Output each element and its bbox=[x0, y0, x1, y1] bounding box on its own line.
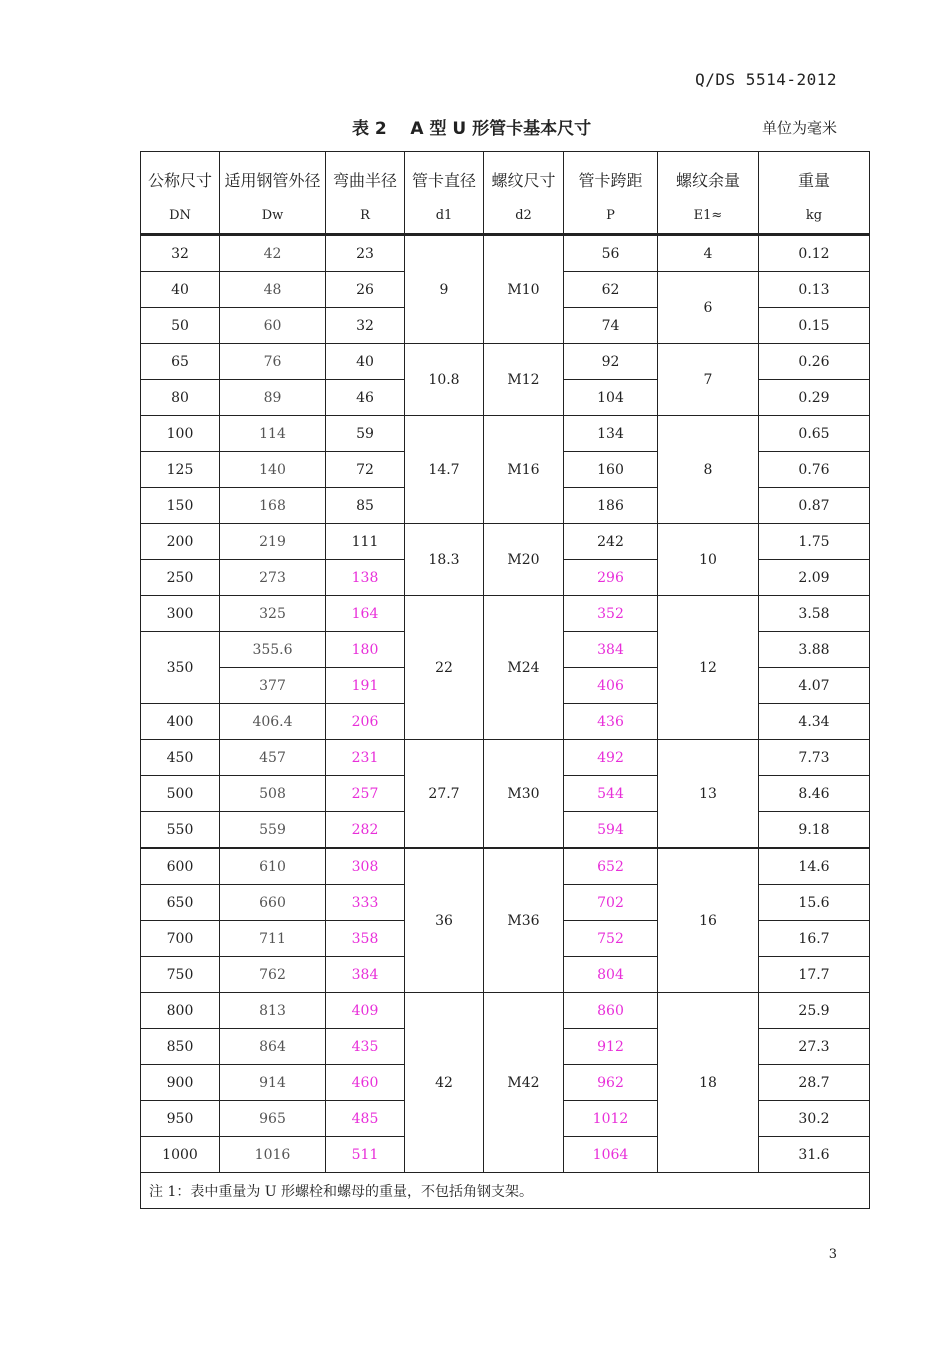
subheader-cell: Dw bbox=[220, 202, 326, 235]
dw-cell: 914 bbox=[220, 1065, 326, 1101]
e1-cell: 6 bbox=[658, 272, 759, 344]
weight-cell: 4.07 bbox=[759, 668, 870, 704]
weight-cell: 27.3 bbox=[759, 1029, 870, 1065]
weight-cell: 0.76 bbox=[759, 452, 870, 488]
dw-cell: 762 bbox=[220, 957, 326, 993]
table-row bbox=[141, 416, 870, 452]
p-cell: 74 bbox=[564, 308, 658, 344]
header-cell: 弯曲半径 bbox=[326, 152, 405, 203]
dn-cell: 450 bbox=[141, 740, 220, 776]
p-cell: 912 bbox=[564, 1029, 658, 1065]
dw-cell: 377 bbox=[220, 668, 326, 704]
header-row bbox=[141, 152, 870, 203]
r-cell: 85 bbox=[326, 488, 405, 524]
r-cell: 435 bbox=[326, 1029, 405, 1065]
dn-cell: 100 bbox=[141, 416, 220, 452]
table-row bbox=[141, 596, 870, 632]
p-cell: 296 bbox=[564, 560, 658, 596]
p-cell: 1064 bbox=[564, 1137, 658, 1173]
d1-cell: 18.3 bbox=[405, 524, 484, 596]
p-cell: 1012 bbox=[564, 1101, 658, 1137]
table-row bbox=[141, 524, 870, 560]
p-cell: 804 bbox=[564, 957, 658, 993]
table-row bbox=[141, 848, 870, 885]
weight-cell: 1.75 bbox=[759, 524, 870, 560]
r-cell: 59 bbox=[326, 416, 405, 452]
dn-cell: 300 bbox=[141, 596, 220, 632]
e1-cell: 16 bbox=[658, 848, 759, 993]
weight-cell: 7.73 bbox=[759, 740, 870, 776]
r-cell: 72 bbox=[326, 452, 405, 488]
weight-cell: 31.6 bbox=[759, 1137, 870, 1173]
weight-cell: 8.46 bbox=[759, 776, 870, 812]
subheader-cell: E1≈ bbox=[658, 202, 759, 235]
d1-cell: 27.7 bbox=[405, 740, 484, 849]
p-cell: 860 bbox=[564, 993, 658, 1029]
d1-cell: 22 bbox=[405, 596, 484, 740]
dw-cell: 711 bbox=[220, 921, 326, 957]
header-cell: 管卡跨距 bbox=[564, 152, 658, 203]
e1-cell: 13 bbox=[658, 740, 759, 849]
dn-cell: 40 bbox=[141, 272, 220, 308]
subheader-cell: P bbox=[564, 202, 658, 235]
dn-cell: 750 bbox=[141, 957, 220, 993]
r-cell: 485 bbox=[326, 1101, 405, 1137]
p-cell: 962 bbox=[564, 1065, 658, 1101]
dw-cell: 406.4 bbox=[220, 704, 326, 740]
r-cell: 206 bbox=[326, 704, 405, 740]
weight-cell: 3.58 bbox=[759, 596, 870, 632]
r-cell: 333 bbox=[326, 885, 405, 921]
d2-cell: M16 bbox=[484, 416, 564, 524]
weight-cell: 17.7 bbox=[759, 957, 870, 993]
table-note: 注 1：表中重量为 U 形螺栓和螺母的重量，不包括角钢支架。 bbox=[141, 1173, 870, 1209]
weight-cell: 28.7 bbox=[759, 1065, 870, 1101]
dw-cell: 114 bbox=[220, 416, 326, 452]
r-cell: 138 bbox=[326, 560, 405, 596]
weight-cell: 0.29 bbox=[759, 380, 870, 416]
header-cell: 重量 bbox=[759, 152, 870, 203]
r-cell: 32 bbox=[326, 308, 405, 344]
dn-cell: 350 bbox=[141, 632, 220, 704]
r-cell: 282 bbox=[326, 812, 405, 849]
weight-cell: 9.18 bbox=[759, 812, 870, 849]
table-row bbox=[141, 740, 870, 776]
dn-cell: 65 bbox=[141, 344, 220, 380]
r-cell: 511 bbox=[326, 1137, 405, 1173]
header-cell: 螺纹余量 bbox=[658, 152, 759, 203]
weight-cell: 3.88 bbox=[759, 632, 870, 668]
d2-cell: M10 bbox=[484, 235, 564, 344]
table-row bbox=[141, 344, 870, 380]
dn-cell: 900 bbox=[141, 1065, 220, 1101]
dw-cell: 813 bbox=[220, 993, 326, 1029]
d1-cell: 42 bbox=[405, 993, 484, 1173]
weight-cell: 16.7 bbox=[759, 921, 870, 957]
p-cell: 384 bbox=[564, 632, 658, 668]
dw-cell: 660 bbox=[220, 885, 326, 921]
dw-cell: 559 bbox=[220, 812, 326, 849]
p-cell: 544 bbox=[564, 776, 658, 812]
subheader-cell: d1 bbox=[405, 202, 484, 235]
weight-cell: 0.26 bbox=[759, 344, 870, 380]
note-row bbox=[141, 1173, 870, 1209]
d2-cell: M24 bbox=[484, 596, 564, 740]
dn-cell: 200 bbox=[141, 524, 220, 560]
dn-cell: 500 bbox=[141, 776, 220, 812]
weight-cell: 0.13 bbox=[759, 272, 870, 308]
r-cell: 26 bbox=[326, 272, 405, 308]
weight-cell: 2.09 bbox=[759, 560, 870, 596]
dw-cell: 457 bbox=[220, 740, 326, 776]
weight-cell: 0.87 bbox=[759, 488, 870, 524]
document-number: Q/DS 5514-2012 bbox=[695, 70, 837, 89]
page-number: 3 bbox=[828, 1247, 837, 1262]
dn-cell: 600 bbox=[141, 848, 220, 885]
header-cell: 公称尺寸 bbox=[141, 152, 220, 203]
dn-cell: 250 bbox=[141, 560, 220, 596]
e1-cell: 18 bbox=[658, 993, 759, 1173]
header-cell: 螺纹尺寸 bbox=[484, 152, 564, 203]
weight-cell: 0.15 bbox=[759, 308, 870, 344]
r-cell: 384 bbox=[326, 957, 405, 993]
table-caption: 表 2 A 型 U 形管卡基本尺寸 bbox=[352, 119, 592, 139]
subheader-cell: DN bbox=[141, 202, 220, 235]
d2-cell: M42 bbox=[484, 993, 564, 1173]
subheader-row bbox=[141, 202, 870, 235]
weight-cell: 15.6 bbox=[759, 885, 870, 921]
e1-cell: 12 bbox=[658, 596, 759, 740]
dw-cell: 76 bbox=[220, 344, 326, 380]
dn-cell: 150 bbox=[141, 488, 220, 524]
dn-cell: 80 bbox=[141, 380, 220, 416]
weight-cell: 30.2 bbox=[759, 1101, 870, 1137]
subheader-cell: kg bbox=[759, 202, 870, 235]
d2-cell: M12 bbox=[484, 344, 564, 416]
d2-cell: M30 bbox=[484, 740, 564, 849]
r-cell: 409 bbox=[326, 993, 405, 1029]
p-cell: 104 bbox=[564, 380, 658, 416]
unit-label: 单位为毫米 bbox=[761, 119, 837, 137]
r-cell: 231 bbox=[326, 740, 405, 776]
r-cell: 164 bbox=[326, 596, 405, 632]
p-cell: 62 bbox=[564, 272, 658, 308]
p-cell: 652 bbox=[564, 848, 658, 885]
table-row bbox=[141, 993, 870, 1029]
subheader-cell: R bbox=[326, 202, 405, 235]
dn-cell: 950 bbox=[141, 1101, 220, 1137]
dw-cell: 48 bbox=[220, 272, 326, 308]
dn-cell: 850 bbox=[141, 1029, 220, 1065]
r-cell: 191 bbox=[326, 668, 405, 704]
d1-cell: 10.8 bbox=[405, 344, 484, 416]
dn-cell: 125 bbox=[141, 452, 220, 488]
dw-cell: 610 bbox=[220, 848, 326, 885]
p-cell: 492 bbox=[564, 740, 658, 776]
table-row bbox=[141, 235, 870, 272]
dw-cell: 864 bbox=[220, 1029, 326, 1065]
dw-cell: 355.6 bbox=[220, 632, 326, 668]
p-cell: 56 bbox=[564, 235, 658, 272]
r-cell: 460 bbox=[326, 1065, 405, 1101]
p-cell: 352 bbox=[564, 596, 658, 632]
weight-cell: 25.9 bbox=[759, 993, 870, 1029]
d2-cell: M36 bbox=[484, 848, 564, 993]
p-cell: 242 bbox=[564, 524, 658, 560]
dw-cell: 168 bbox=[220, 488, 326, 524]
dn-cell: 50 bbox=[141, 308, 220, 344]
dw-cell: 42 bbox=[220, 235, 326, 272]
dn-cell: 1000 bbox=[141, 1137, 220, 1173]
dw-cell: 89 bbox=[220, 380, 326, 416]
p-cell: 134 bbox=[564, 416, 658, 452]
d2-cell: M20 bbox=[484, 524, 564, 596]
p-cell: 186 bbox=[564, 488, 658, 524]
dn-cell: 550 bbox=[141, 812, 220, 849]
dn-cell: 700 bbox=[141, 921, 220, 957]
header-cell: 管卡直径 bbox=[405, 152, 484, 203]
dn-cell: 650 bbox=[141, 885, 220, 921]
dw-cell: 325 bbox=[220, 596, 326, 632]
d1-cell: 36 bbox=[405, 848, 484, 993]
weight-cell: 4.34 bbox=[759, 704, 870, 740]
p-cell: 702 bbox=[564, 885, 658, 921]
weight-cell: 14.6 bbox=[759, 848, 870, 885]
dn-cell: 800 bbox=[141, 993, 220, 1029]
dn-cell: 32 bbox=[141, 235, 220, 272]
p-cell: 92 bbox=[564, 344, 658, 380]
p-cell: 436 bbox=[564, 704, 658, 740]
p-cell: 752 bbox=[564, 921, 658, 957]
dn-cell: 400 bbox=[141, 704, 220, 740]
dw-cell: 508 bbox=[220, 776, 326, 812]
weight-cell: 0.12 bbox=[759, 235, 870, 272]
r-cell: 40 bbox=[326, 344, 405, 380]
r-cell: 23 bbox=[326, 235, 405, 272]
e1-cell: 8 bbox=[658, 416, 759, 524]
e1-cell: 10 bbox=[658, 524, 759, 596]
dimension-table bbox=[140, 151, 870, 1209]
dw-cell: 60 bbox=[220, 308, 326, 344]
dw-cell: 140 bbox=[220, 452, 326, 488]
r-cell: 257 bbox=[326, 776, 405, 812]
p-cell: 594 bbox=[564, 812, 658, 849]
r-cell: 111 bbox=[326, 524, 405, 560]
dw-cell: 273 bbox=[220, 560, 326, 596]
header-cell: 适用钢管外径 bbox=[220, 152, 326, 203]
weight-cell: 0.65 bbox=[759, 416, 870, 452]
dw-cell: 965 bbox=[220, 1101, 326, 1137]
d1-cell: 14.7 bbox=[405, 416, 484, 524]
dw-cell: 219 bbox=[220, 524, 326, 560]
e1-cell: 7 bbox=[658, 344, 759, 416]
dw-cell: 1016 bbox=[220, 1137, 326, 1173]
p-cell: 406 bbox=[564, 668, 658, 704]
subheader-cell: d2 bbox=[484, 202, 564, 235]
r-cell: 358 bbox=[326, 921, 405, 957]
d1-cell: 9 bbox=[405, 235, 484, 344]
e1-cell: 4 bbox=[658, 235, 759, 272]
r-cell: 308 bbox=[326, 848, 405, 885]
r-cell: 46 bbox=[326, 380, 405, 416]
r-cell: 180 bbox=[326, 632, 405, 668]
p-cell: 160 bbox=[564, 452, 658, 488]
